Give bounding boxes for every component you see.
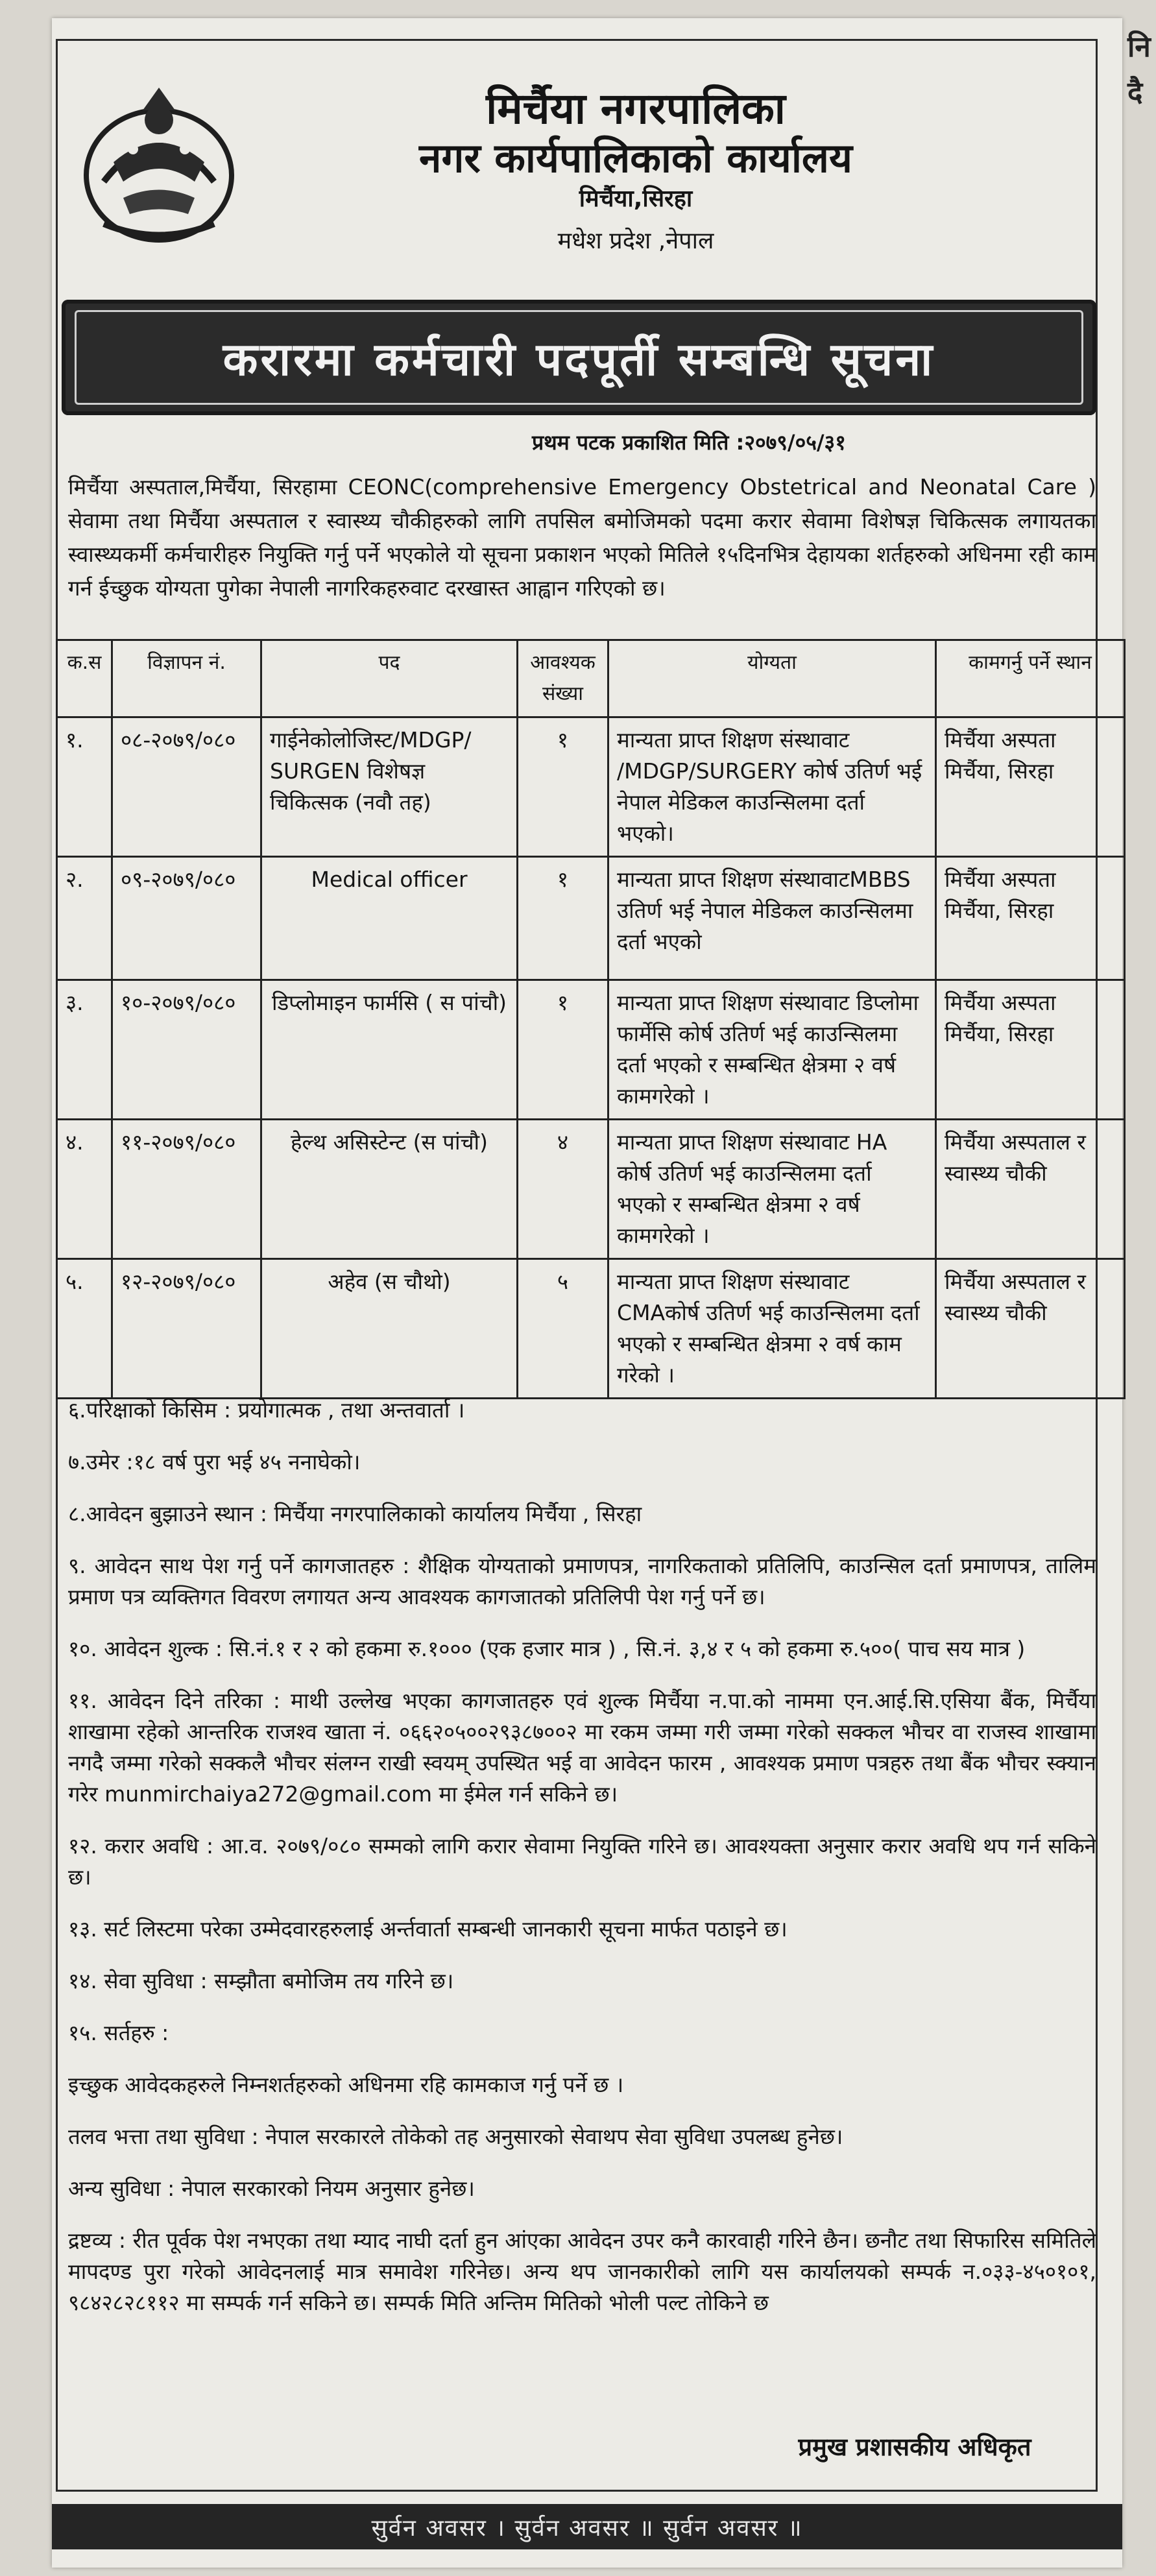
cell-adv-no: ०८-२०७९/०८० xyxy=(112,717,261,857)
notice-title-banner xyxy=(62,300,1096,415)
province-name: मधेश प्रदेश ,नेपाल xyxy=(557,228,714,254)
term-service-facility: १४. सेवा सुविधा : सम्झौता बमोजिम तय गरिने छ। xyxy=(68,1968,454,1993)
term-conditions-heading: १५. सर्तहरु : xyxy=(68,2020,169,2045)
term-application-method: ११. आवेदन दिने तरिका : माथी उल्लेख भएका कागजातहरु एवं शुल्क मिर्चैया न.पा.को नाममा एन.आई.सि.एसिया बैंक, मिर्चैया शाखामा रहेको आन्तरिक राजश्व खाता नं. ०६६२०५००२९३८७००२ मा रकम जम्मा गरी जम्मा गरेको सक्कल भौचर वा राजस्व शाखामा नगदै जम्मा गरेको सक्कलै भौचर संलग्न राखी स्वयम् उपस्थित भई वा आवेदन फारम , आवश्यक प्रमाण पत्रहरु तथा बैंक भौचर स्क्यान गरेर munmirchaiya272@gmail.com मा ईमेल गर्न सकिने छ। xyxy=(68,1688,1096,1807)
cell-adv-no: १२-२०७९/०८० xyxy=(112,1259,261,1399)
table-row xyxy=(57,717,1125,857)
table-header-row xyxy=(57,640,1125,717)
terms-section xyxy=(68,1395,1096,2339)
cell-post: डिप्लोमाइन फार्मसि ( स पांचौ) xyxy=(261,980,518,1120)
publish-date: प्रथम पटक प्रकाशित मिति :२०७९/०५/३१ xyxy=(532,430,846,455)
cell-post: गाईनेकोलोजिस्ट/MDGP/ SURGEN विशेषज्ञ चिकित्सक (नवौ तह) xyxy=(261,717,518,857)
adjacent-page-text: दै xyxy=(1127,76,1143,109)
cell-workplace: मिर्चैया अस्पता मिर्चैया, सिरहा xyxy=(936,857,1125,980)
term-shortlist: १३. सर्ट लिस्टमा परेका उम्मेदवारहरुलाई अर्न्तवार्ता सम्बन्धी जानकारी सूचना मार्फत पठाइने छ। xyxy=(68,1916,788,1942)
cell-count: १ xyxy=(518,717,608,857)
cell-qualification: मान्यता प्राप्त शिक्षण संस्थावाट डिप्लोमा फार्मेसि कोर्ष उतिर्ण भई काउन्सिलमा दर्ता भएको र सम्बन्धित क्षेत्रमा २ वर्ष कामगरेको । xyxy=(608,980,936,1120)
table-row xyxy=(57,857,1125,980)
cell-adv-no: ११-२०७९/०८० xyxy=(112,1120,261,1259)
cell-workplace: मिर्चैया अस्पताल र स्वास्थ्य चौकी xyxy=(936,1120,1125,1259)
cell-workplace: मिर्चैया अस्पताल र स्वास्थ्य चौकी xyxy=(936,1259,1125,1399)
table-row xyxy=(57,1120,1125,1259)
cell-post: हेल्थ असिस्टेन्ट (स पांचौ) xyxy=(261,1120,518,1259)
cell-count: ४ xyxy=(518,1120,608,1259)
cell-workplace: मिर्चैया अस्पता मिर्चैया, सिरहा xyxy=(936,717,1125,857)
term-note: द्रष्टव्य : रीत पूर्वक पेश नभएका तथा म्याद नाघी दर्ता हुन आंएका आवेदन उपर कनै कारवाही गरिने छैन। छनौट तथा सिफारिस समितिले मापदण्ड पुरा गरेको आवेदनलाई मात्र समावेश गरिनेछ। अन्य थप जानकारीको लागि यस कार्यालयको सम्पर्क न.०३३-४५०१०१, ९८४२८२८११२ मा सम्पर्क गर्न सकिने छ। सम्पर्क मिति अन्तिम मितिको भोली पल्ट तोकिने छ xyxy=(68,2228,1096,2315)
cell-sn: ५. xyxy=(57,1259,112,1399)
table-row xyxy=(57,1259,1125,1399)
vacancy-table xyxy=(56,639,1126,1399)
col-header-qualification: योग्यता xyxy=(608,640,936,717)
term-conditions-intro: इच्छुक आवेदकहरुले निम्नशर्तहरुको अधिनमा रहि कामकाज गर्नु पर्ने छ । xyxy=(68,2072,624,2097)
cell-sn: २. xyxy=(57,857,112,980)
cell-count: ५ xyxy=(518,1259,608,1399)
cell-post: Medical officer xyxy=(261,857,518,980)
term-other-facility: अन्य सुविधा : नेपाल सरकारको नियम अनुसार हुनेछ। xyxy=(68,2176,475,2201)
term-submission-place: ८.आवेदन बुझाउने स्थान : मिर्चैया नगरपालिकाको कार्यालय मिर्चैया , सिरहा xyxy=(68,1501,642,1526)
cell-qualification: मान्यता प्राप्त शिक्षण संस्थावाटMBBS उतिर्ण भई नेपाल मेडिकल काउन्सिलमा दर्ता भएको xyxy=(608,857,936,980)
col-header-post: पद xyxy=(261,640,518,717)
cell-qualification: मान्यता प्राप्त शिक्षण संस्थावाट CMAकोर्ष उतिर्ण भई काउन्सिलमा दर्ता भएको र सम्बन्धित क्षेत्रमा २ वर्ष काम गरेको । xyxy=(608,1259,936,1399)
nepal-emblem-icon xyxy=(78,84,240,253)
term-age: ७.उमेर :१८ वर्ष पुरा भई ४५ ननाघेको। xyxy=(68,1449,361,1475)
footer-bar xyxy=(52,2504,1122,2549)
municipality-name: मिर्चैया नगरपालिका xyxy=(486,84,786,134)
term-fee: १०. आवेदन शुल्क : सि.नं.१ र २ को हकमा रु.१००० (एक हजार मात्र ) , सि.नं. ३,४ र ५ को हकमा रु.५००( पाच सय मात्र ) xyxy=(68,1636,1026,1661)
cell-adv-no: ०९-२०७९/०८० xyxy=(112,857,261,980)
banner-inner-border xyxy=(75,310,1083,405)
cell-sn: १. xyxy=(57,717,112,857)
office-location: मिर्चैया,सिरहा xyxy=(579,186,693,212)
notice-title: करारमा कर्मचारी पदपूर्ती सम्बन्धि सूचना xyxy=(223,333,935,386)
cell-sn: ४. xyxy=(57,1120,112,1259)
adjacent-page-text: नि xyxy=(1127,30,1151,64)
intro-paragraph: मिर्चैया अस्पताल,मिर्चैया, सिरहामा CEONC(comprehensive Emergency Obstetrical and Neonatal Care ) सेवामा तथा मिर्चैया अस्पताल र स्वास्थ्य चौकीहरुको लागि तपसिल बमोजिमको पदमा करार सेवामा विशेषज्ञ चिकित्सक लगायतका स्वास्थ्यकर्मी कर्मचारीहरु नियुक्ति गर्नु पर्ने भएकोले यो सूचना प्रकाशन भएको मितिले १५दिनभित्र देहायका शर्तहरुको अधिनमा रही काम गर्न ईच्छुक योग्यता पुगेका नेपाली नागरिकहरुवाट दरखास्त आह्वान गरिएको छ। xyxy=(68,474,1096,601)
col-header-count: आवश्यक संख्या xyxy=(518,640,608,717)
signatory-title: प्रमुख प्रशासकीय अधिकृत xyxy=(798,2433,1031,2461)
footer-text: सुर्वन अवसर । सुर्वन अवसर ॥ सुर्वन अवसर ॥ xyxy=(371,2514,803,2542)
term-contract-period: १२. करार अवधि : आ.व. २०७९/०८० सम्मको लागि करार सेवामा नियुक्ति गरिने छ। आवश्यक्ता अनुसार करार अवधि थप गर्न सकिने छ। xyxy=(68,1833,1096,1890)
office-name: नगर कार्यपालिकाको कार्यालय xyxy=(419,134,852,182)
table-row xyxy=(57,980,1125,1120)
term-documents: ९. आवेदन साथ पेश गर्नु पर्ने कागजातहरु : शैक्षिक योग्यताको प्रमाणपत्र, नागरिकताको प्रतिलिपि, काउन्सिल दर्ता प्रमाणपत्र, तालिम प्रमाण पत्र व्यक्तिगत विवरण लगायत अन्य आवश्यक कागजातको प्रतिलिपी पेश गर्नु पर्ने छ। xyxy=(68,1553,1096,1609)
cell-sn: ३. xyxy=(57,980,112,1120)
col-header-workplace: कामगर्नु पर्ने स्थान xyxy=(936,640,1125,717)
cell-count: १ xyxy=(518,980,608,1120)
cell-count: १ xyxy=(518,857,608,980)
term-salary: तलव भत्ता तथा सुविधा : नेपाल सरकारले तोकेको तह अनुसारको सेवाथप सेवा सुविधा उपलब्ध हुनेछ। xyxy=(68,2124,843,2149)
col-header-sn: क.स xyxy=(57,640,112,717)
cell-post: अहेव (स चौथो) xyxy=(261,1259,518,1399)
cell-adv-no: १०-२०७९/०८० xyxy=(112,980,261,1120)
cell-qualification: मान्यता प्राप्त शिक्षण संस्थावाट HA कोर्ष उतिर्ण भई काउन्सिलमा दर्ता भएको र सम्बन्धित क्षेत्रमा २ वर्ष कामगरेको । xyxy=(608,1120,936,1259)
cell-qualification: मान्यता प्राप्त शिक्षण संस्थावाट /MDGP/SURGERY कोर्ष उतिर्ण भई नेपाल मेडिकल काउन्सिलमा दर्ता भएको। xyxy=(608,717,936,857)
cell-workplace: मिर्चैया अस्पता मिर्चैया, सिरहा xyxy=(936,980,1125,1120)
col-header-adv-no: विज्ञापन नं. xyxy=(112,640,261,717)
term-exam-type: ६.परिक्षाको किसिम : प्रयोगात्मक , तथा अन्तवार्ता । xyxy=(68,1397,465,1423)
